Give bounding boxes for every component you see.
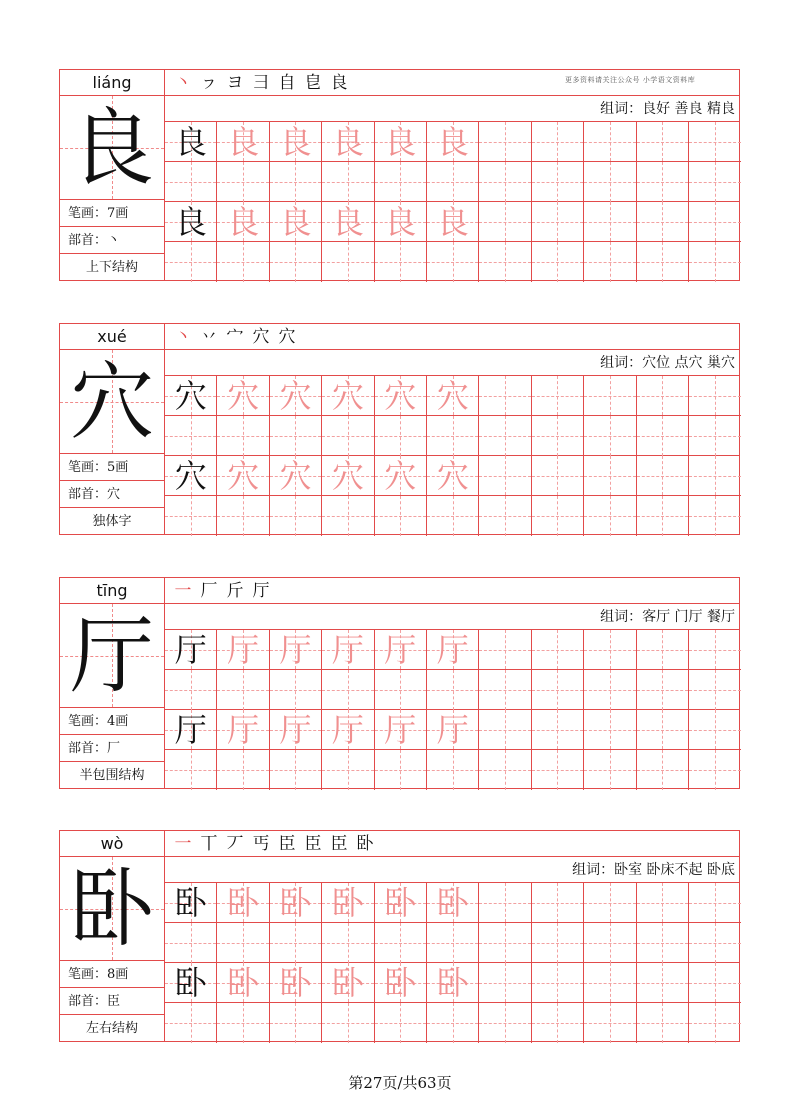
- writing-cell[interactable]: [270, 416, 322, 456]
- tiny-note: 更多资料请关注公众号 小学语文资料库: [565, 76, 696, 84]
- stroke-count: 笔画：4画: [60, 708, 164, 735]
- writing-cell[interactable]: [375, 963, 427, 1003]
- radical: 部首：丶: [60, 227, 164, 254]
- trace-char: 厅: [436, 711, 469, 749]
- writing-cell[interactable]: [637, 416, 689, 456]
- model-character-box: [60, 604, 164, 708]
- writing-cell[interactable]: [637, 963, 689, 1003]
- example-words: 组词：客厅 门厅 餐厅: [165, 604, 739, 630]
- writing-cell[interactable]: [689, 122, 741, 162]
- stroke-step: 臣: [330, 834, 348, 854]
- card-info-column: [60, 578, 165, 788]
- writing-cell[interactable]: [165, 496, 217, 536]
- stroke-order: [165, 70, 739, 96]
- writing-cell[interactable]: [375, 162, 427, 202]
- character-card: [59, 577, 740, 789]
- writing-cell[interactable]: [217, 496, 269, 536]
- writing-cell[interactable]: [584, 750, 636, 790]
- writing-cell[interactable]: [217, 670, 269, 710]
- trace-char: 卧: [227, 964, 260, 1002]
- practice-grid: [165, 710, 739, 790]
- trace-char: 厅: [227, 711, 260, 749]
- writing-cell[interactable]: [165, 750, 217, 790]
- trace-char: 厅: [331, 631, 364, 669]
- writing-cell[interactable]: [689, 242, 741, 282]
- writing-cell[interactable]: [165, 416, 217, 456]
- writing-cell[interactable]: [165, 923, 217, 963]
- writing-cell[interactable]: [637, 630, 689, 670]
- writing-cell[interactable]: [479, 162, 531, 202]
- stroke-step: 彐: [252, 73, 270, 93]
- writing-cell[interactable]: [532, 496, 584, 536]
- trace-char: 穴: [331, 457, 364, 495]
- practice-model-char: 良: [174, 123, 207, 161]
- radical: 部首：厂: [60, 735, 164, 762]
- writing-cell[interactable]: [584, 496, 636, 536]
- writing-cell[interactable]: [584, 456, 636, 496]
- writing-cell[interactable]: [479, 496, 531, 536]
- writing-cell[interactable]: [689, 456, 741, 496]
- writing-cell[interactable]: [532, 750, 584, 790]
- writing-cell[interactable]: [270, 630, 322, 670]
- model-character: 卧: [69, 860, 154, 958]
- writing-cell[interactable]: [427, 670, 479, 710]
- writing-cell[interactable]: [637, 122, 689, 162]
- structure: 上下结构: [85, 260, 138, 275]
- trace-char: 穴: [331, 377, 364, 415]
- model-character-box: [60, 350, 164, 454]
- writing-cell[interactable]: [217, 376, 269, 416]
- trace-char: 良: [331, 203, 364, 241]
- writing-cell[interactable]: [479, 710, 531, 750]
- stroke-step: 臣: [304, 834, 322, 854]
- writing-cell[interactable]: [322, 630, 374, 670]
- writing-cell[interactable]: [270, 883, 322, 923]
- writing-cell[interactable]: [532, 963, 584, 1003]
- structure: 左右结构: [85, 1021, 138, 1036]
- writing-cell[interactable]: [532, 162, 584, 202]
- writing-cell[interactable]: [270, 750, 322, 790]
- character-card: [59, 69, 740, 281]
- pinyin: liáng: [60, 70, 164, 96]
- writing-cell[interactable]: [427, 456, 479, 496]
- practice-grid: [165, 883, 739, 963]
- writing-cell[interactable]: [689, 883, 741, 923]
- writing-cell[interactable]: [322, 456, 374, 496]
- writing-cell[interactable]: [322, 883, 374, 923]
- card-info-column: [60, 324, 165, 534]
- stroke-step: 卧: [356, 834, 374, 854]
- writing-cell[interactable]: [479, 376, 531, 416]
- practice-grid: [165, 202, 739, 282]
- writing-cell[interactable]: [165, 162, 217, 202]
- writing-cell[interactable]: [165, 963, 217, 1003]
- writing-cell[interactable]: [689, 923, 741, 963]
- stroke-step: 斤: [226, 581, 244, 601]
- stroke-step: 良: [330, 73, 348, 93]
- trace-char: 穴: [279, 457, 312, 495]
- writing-cell[interactable]: [479, 883, 531, 923]
- writing-cell[interactable]: [427, 376, 479, 416]
- character-card: [59, 323, 740, 535]
- writing-cell[interactable]: [165, 1003, 217, 1043]
- pinyin: xué: [60, 324, 164, 350]
- stroke-step: 丷: [200, 327, 218, 347]
- structure: 半包围结构: [79, 768, 145, 783]
- writing-cell[interactable]: [375, 630, 427, 670]
- writing-cell[interactable]: [427, 496, 479, 536]
- writing-cell[interactable]: [584, 162, 636, 202]
- writing-cell[interactable]: [375, 202, 427, 242]
- writing-cell[interactable]: [322, 710, 374, 750]
- writing-cell[interactable]: [165, 456, 217, 496]
- trace-char: 厅: [384, 631, 417, 669]
- writing-cell[interactable]: [427, 202, 479, 242]
- writing-cell[interactable]: [532, 416, 584, 456]
- writing-cell[interactable]: [637, 496, 689, 536]
- writing-cell[interactable]: [532, 883, 584, 923]
- writing-cell[interactable]: [217, 162, 269, 202]
- writing-cell[interactable]: [689, 670, 741, 710]
- stroke-step: 臣: [278, 834, 296, 854]
- writing-cell[interactable]: [689, 630, 741, 670]
- writing-cell[interactable]: [637, 242, 689, 282]
- writing-cell[interactable]: [427, 710, 479, 750]
- stroke-step: 皀: [304, 73, 322, 93]
- writing-cell[interactable]: [532, 242, 584, 282]
- writing-cell[interactable]: [689, 202, 741, 242]
- writing-cell[interactable]: [584, 122, 636, 162]
- stroke-step: ヨ: [226, 73, 244, 93]
- writing-cell[interactable]: [165, 710, 217, 750]
- stroke-step: 丆: [226, 834, 244, 854]
- writing-cell[interactable]: [270, 456, 322, 496]
- writing-cell[interactable]: [375, 883, 427, 923]
- trace-char: 穴: [279, 377, 312, 415]
- pinyin: tīng: [60, 578, 164, 604]
- writing-cell[interactable]: [532, 376, 584, 416]
- writing-cell[interactable]: [165, 376, 217, 416]
- writing-cell[interactable]: [479, 242, 531, 282]
- writing-cell[interactable]: [637, 162, 689, 202]
- model-character: 穴: [69, 353, 154, 451]
- writing-cell[interactable]: [375, 710, 427, 750]
- writing-cell[interactable]: [322, 202, 374, 242]
- writing-cell[interactable]: [584, 883, 636, 923]
- writing-cell[interactable]: [322, 496, 374, 536]
- writing-cell[interactable]: [322, 242, 374, 282]
- writing-cell[interactable]: [322, 963, 374, 1003]
- stroke-step: 丶: [174, 327, 192, 347]
- practice-model-char: 卧: [174, 964, 207, 1002]
- trace-char: 卧: [279, 884, 312, 922]
- stroke-order: [165, 324, 739, 350]
- trace-char: 厅: [436, 631, 469, 669]
- writing-cell[interactable]: [637, 456, 689, 496]
- stroke-step: 宀: [226, 327, 244, 347]
- practice-grid: [165, 630, 739, 710]
- stroke-order: [165, 831, 739, 857]
- practice-model-char: 卧: [174, 884, 207, 922]
- trace-char: 卧: [227, 884, 260, 922]
- writing-cell[interactable]: [322, 1003, 374, 1043]
- writing-cell[interactable]: [270, 710, 322, 750]
- writing-cell[interactable]: [165, 122, 217, 162]
- writing-cell[interactable]: [270, 963, 322, 1003]
- writing-cell[interactable]: [637, 923, 689, 963]
- practice-grid: [165, 376, 739, 456]
- writing-cell[interactable]: [217, 416, 269, 456]
- writing-cell[interactable]: [637, 710, 689, 750]
- writing-cell[interactable]: [479, 630, 531, 670]
- trace-char: 良: [227, 123, 260, 161]
- stroke-step: 丐: [252, 834, 270, 854]
- writing-cell[interactable]: [322, 162, 374, 202]
- trace-char: 厅: [331, 711, 364, 749]
- writing-cell[interactable]: [322, 122, 374, 162]
- trace-char: 厅: [279, 631, 312, 669]
- writing-cell[interactable]: [322, 670, 374, 710]
- model-character-box: [60, 857, 164, 961]
- trace-char: 厅: [227, 631, 260, 669]
- writing-cell[interactable]: [375, 416, 427, 456]
- trace-char: 卧: [436, 884, 469, 922]
- practice-grid: [165, 456, 739, 536]
- writing-cell[interactable]: [165, 630, 217, 670]
- writing-cell[interactable]: [637, 1003, 689, 1043]
- writing-cell[interactable]: [270, 1003, 322, 1043]
- writing-cell[interactable]: [217, 630, 269, 670]
- writing-cell[interactable]: [532, 1003, 584, 1043]
- writing-cell[interactable]: [532, 670, 584, 710]
- trace-char: 卧: [384, 884, 417, 922]
- writing-cell[interactable]: [637, 202, 689, 242]
- practice-model-char: 穴: [174, 457, 207, 495]
- writing-cell[interactable]: [165, 670, 217, 710]
- card-info-column: [60, 70, 165, 280]
- trace-char: 良: [384, 123, 417, 161]
- trace-char: 卧: [331, 964, 364, 1002]
- writing-cell[interactable]: [270, 242, 322, 282]
- stroke-step: 一: [174, 581, 192, 601]
- writing-cell[interactable]: [270, 496, 322, 536]
- writing-cell[interactable]: [479, 202, 531, 242]
- writing-cell[interactable]: [217, 883, 269, 923]
- stroke-count: 笔画：8画: [60, 961, 164, 988]
- writing-cell[interactable]: [532, 122, 584, 162]
- stroke-step: 穴: [278, 327, 296, 347]
- example-words: 组词：卧室 卧床不起 卧底: [165, 857, 739, 883]
- trace-char: 卧: [279, 964, 312, 1002]
- character-card: [59, 830, 740, 1042]
- writing-cell[interactable]: [584, 416, 636, 456]
- stroke-step: 自: [278, 73, 296, 93]
- trace-char: 良: [279, 123, 312, 161]
- writing-cell[interactable]: [322, 750, 374, 790]
- writing-cell[interactable]: [165, 883, 217, 923]
- writing-cell[interactable]: [689, 376, 741, 416]
- practice-model-char: 穴: [174, 377, 207, 415]
- writing-cell[interactable]: [270, 670, 322, 710]
- radical: 部首：穴: [60, 481, 164, 508]
- trace-char: 良: [436, 203, 469, 241]
- practice-grid: [165, 963, 739, 1043]
- trace-char: 卧: [384, 964, 417, 1002]
- writing-cell[interactable]: [217, 202, 269, 242]
- writing-cell[interactable]: [689, 1003, 741, 1043]
- writing-cell[interactable]: [165, 242, 217, 282]
- writing-cell[interactable]: [427, 963, 479, 1003]
- writing-cell[interactable]: [689, 963, 741, 1003]
- writing-cell[interactable]: [532, 710, 584, 750]
- writing-cell[interactable]: [689, 162, 741, 202]
- writing-cell[interactable]: [689, 750, 741, 790]
- writing-cell[interactable]: [479, 456, 531, 496]
- writing-cell[interactable]: [479, 750, 531, 790]
- writing-cell[interactable]: [584, 923, 636, 963]
- trace-char: 卧: [331, 884, 364, 922]
- radical: 部首：臣: [60, 988, 164, 1015]
- writing-cell[interactable]: [322, 923, 374, 963]
- writing-cell[interactable]: [532, 630, 584, 670]
- writing-cell[interactable]: [637, 883, 689, 923]
- example-words: 组词：穴位 点穴 巢穴: [165, 350, 739, 376]
- stroke-step: 丅: [200, 834, 218, 854]
- trace-char: 穴: [436, 377, 469, 415]
- stroke-step: ㇷ: [200, 73, 218, 93]
- writing-cell[interactable]: [427, 416, 479, 456]
- writing-cell[interactable]: [584, 670, 636, 710]
- stroke-step: 厂: [200, 581, 218, 601]
- pinyin: wò: [60, 831, 164, 857]
- writing-cell[interactable]: [427, 122, 479, 162]
- stroke-step: 一: [174, 834, 192, 854]
- writing-cell[interactable]: [270, 202, 322, 242]
- trace-char: 厅: [384, 711, 417, 749]
- practice-model-char: 厅: [174, 711, 207, 749]
- writing-cell[interactable]: [479, 923, 531, 963]
- trace-char: 良: [279, 203, 312, 241]
- stroke-order: [165, 578, 739, 604]
- writing-cell[interactable]: [584, 1003, 636, 1043]
- writing-cell[interactable]: [375, 670, 427, 710]
- trace-char: 穴: [227, 457, 260, 495]
- writing-cell[interactable]: [217, 710, 269, 750]
- model-character-box: [60, 96, 164, 200]
- writing-cell[interactable]: [479, 670, 531, 710]
- writing-cell[interactable]: [689, 416, 741, 456]
- writing-cell[interactable]: [532, 456, 584, 496]
- trace-char: 良: [384, 203, 417, 241]
- writing-cell[interactable]: [165, 202, 217, 242]
- writing-cell[interactable]: [689, 710, 741, 750]
- structure: 独体字: [92, 514, 132, 529]
- writing-cell[interactable]: [584, 242, 636, 282]
- writing-cell[interactable]: [427, 1003, 479, 1043]
- writing-cell[interactable]: [532, 923, 584, 963]
- stroke-count: 笔画：5画: [60, 454, 164, 481]
- trace-char: 厅: [279, 711, 312, 749]
- writing-cell[interactable]: [479, 963, 531, 1003]
- writing-cell[interactable]: [217, 963, 269, 1003]
- writing-cell[interactable]: [584, 963, 636, 1003]
- writing-cell[interactable]: [270, 923, 322, 963]
- card-info-column: [60, 831, 165, 1041]
- writing-cell[interactable]: [479, 1003, 531, 1043]
- stroke-count: 笔画：7画: [60, 200, 164, 227]
- writing-cell[interactable]: [689, 496, 741, 536]
- writing-cell[interactable]: [375, 1003, 427, 1043]
- writing-cell[interactable]: [584, 202, 636, 242]
- writing-cell[interactable]: [322, 376, 374, 416]
- model-character: 厅: [69, 607, 154, 705]
- writing-cell[interactable]: [375, 242, 427, 282]
- writing-cell[interactable]: [427, 162, 479, 202]
- trace-char: 穴: [227, 377, 260, 415]
- writing-cell[interactable]: [270, 162, 322, 202]
- writing-cell[interactable]: [217, 122, 269, 162]
- writing-cell[interactable]: [217, 1003, 269, 1043]
- stroke-step: 丶: [174, 73, 192, 93]
- writing-cell[interactable]: [217, 242, 269, 282]
- writing-cell[interactable]: [637, 750, 689, 790]
- writing-cell[interactable]: [375, 750, 427, 790]
- trace-char: 良: [436, 123, 469, 161]
- trace-char: 穴: [436, 457, 469, 495]
- writing-cell[interactable]: [375, 496, 427, 536]
- trace-char: 良: [331, 123, 364, 161]
- writing-cell[interactable]: [427, 750, 479, 790]
- writing-cell[interactable]: [375, 456, 427, 496]
- writing-cell[interactable]: [375, 376, 427, 416]
- trace-char: 卧: [436, 964, 469, 1002]
- model-character: 良: [69, 99, 154, 197]
- writing-cell[interactable]: [270, 122, 322, 162]
- stroke-step: 厅: [252, 581, 270, 601]
- writing-cell[interactable]: [532, 202, 584, 242]
- writing-cell[interactable]: [427, 242, 479, 282]
- writing-cell[interactable]: [322, 416, 374, 456]
- writing-cell[interactable]: [427, 923, 479, 963]
- writing-cell[interactable]: [427, 630, 479, 670]
- writing-cell[interactable]: [375, 122, 427, 162]
- writing-cell[interactable]: [637, 376, 689, 416]
- practice-model-char: 良: [174, 203, 207, 241]
- writing-cell[interactable]: [584, 710, 636, 750]
- writing-cell[interactable]: [584, 630, 636, 670]
- writing-cell[interactable]: [427, 883, 479, 923]
- writing-cell[interactable]: [479, 416, 531, 456]
- writing-cell[interactable]: [375, 923, 427, 963]
- trace-char: 穴: [384, 377, 417, 415]
- writing-cell[interactable]: [584, 376, 636, 416]
- writing-cell[interactable]: [637, 670, 689, 710]
- writing-cell[interactable]: [217, 750, 269, 790]
- trace-char: 穴: [384, 457, 417, 495]
- writing-cell[interactable]: [217, 923, 269, 963]
- page-number: 第27页/共63页: [348, 1074, 452, 1092]
- writing-cell[interactable]: [217, 456, 269, 496]
- trace-char: 良: [227, 203, 260, 241]
- practice-grid: [165, 122, 739, 202]
- example-words: 组词：良好 善良 精良: [165, 96, 739, 122]
- stroke-step: 穴: [252, 327, 270, 347]
- writing-cell[interactable]: [270, 376, 322, 416]
- practice-model-char: 厅: [174, 631, 207, 669]
- writing-cell[interactable]: [479, 122, 531, 162]
